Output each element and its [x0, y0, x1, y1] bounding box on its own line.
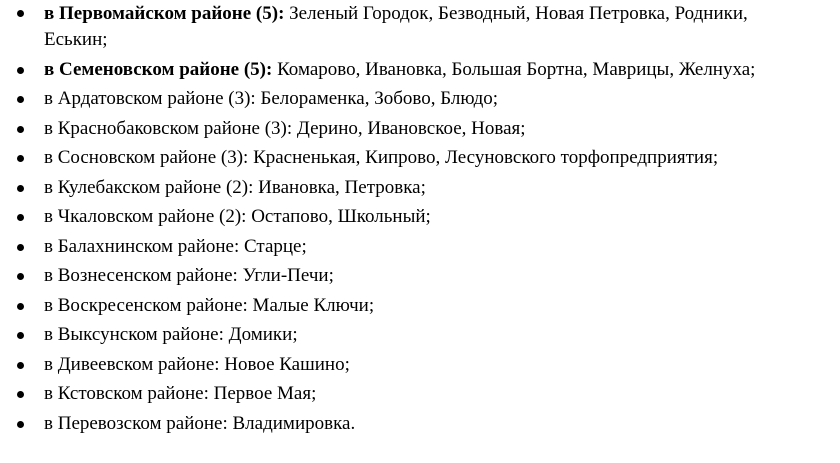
list-item-chkalovsky	[0, 204, 840, 230]
district-label: в Ардатовском районе (3):	[44, 88, 256, 109]
bullet-icon	[17, 421, 24, 428]
list-item-text	[44, 88, 498, 109]
settlements-text: Комарово, Ивановка, Большая Бортна, Маврицы, Желнуха;	[272, 58, 756, 80]
settlements-text: Старце;	[239, 235, 307, 257]
list-item-balakhninsky	[0, 234, 840, 260]
list-item-ardatovsky	[0, 86, 840, 112]
settlements-text: Красненькая, Кипрово, Лесуновского торфопредприятия;	[248, 147, 719, 168]
district-label: в Сосновском районе (3):	[44, 147, 249, 168]
list-item-text	[44, 383, 316, 404]
list-item-voznesensky	[0, 263, 840, 289]
district-label: в Балахнинском районе:	[44, 235, 240, 257]
list-item-text	[44, 3, 748, 50]
district-label: в Первомайском районе (5):	[44, 3, 285, 24]
list-item-text	[44, 354, 350, 375]
list-item-voskresensky	[0, 293, 840, 319]
list-item-text	[44, 147, 718, 168]
list-item-sosnovsky	[0, 145, 840, 171]
settlements-text: Ивановка, Петровка;	[253, 176, 426, 198]
list-item-semenovsky	[0, 57, 840, 83]
list-item-kulebaksky	[0, 175, 840, 201]
list-item-text	[44, 206, 431, 227]
bullet-icon	[17, 362, 24, 369]
list-item-text	[44, 295, 374, 316]
list-item-perevozsky	[0, 411, 840, 437]
settlements-text: Остапово, Школьный;	[246, 206, 431, 227]
settlements-text: Первое Мая;	[208, 383, 317, 404]
district-label: в Семеновском районе (5):	[44, 58, 273, 80]
list-item-krasnobakovsky	[0, 116, 840, 142]
settlements-text: Малые Ключи;	[247, 294, 375, 316]
bullet-icon	[17, 10, 24, 17]
bullet-icon	[17, 155, 24, 162]
list-item-vyksunsky	[0, 322, 840, 348]
bullet-icon	[17, 185, 24, 192]
district-label: в Выксунском районе:	[44, 324, 224, 345]
list-item-text	[44, 413, 355, 434]
settlements-text: Белораменка, Зобово, Блюдо;	[255, 88, 499, 109]
settlements-text: Зеленый Городок, Безводный, Новая Петровка, Родники, Еськин;	[44, 3, 748, 50]
list-item-text	[44, 118, 526, 139]
district-label: в Кулебакском районе (2):	[44, 176, 254, 198]
district-label: в Кстовском районе:	[44, 383, 209, 404]
settlements-text: Новое Кашино;	[219, 353, 350, 375]
district-label: в Чкаловском районе (2):	[44, 206, 247, 227]
list-item-text	[44, 265, 334, 286]
bullet-icon	[17, 273, 24, 280]
bullet-icon	[17, 244, 24, 251]
bullet-icon	[17, 303, 24, 310]
district-label: в Воскресенском районе:	[44, 294, 248, 316]
bullet-icon	[17, 67, 24, 74]
list-item-kstovsky	[0, 381, 840, 407]
list-item-text	[44, 236, 307, 257]
bullet-icon	[17, 391, 24, 398]
list-item-text	[44, 59, 755, 80]
settlements-text: Угли-Печи;	[237, 265, 334, 286]
bullet-icon	[17, 126, 24, 133]
district-label: в Краснобаковском районе (3):	[44, 117, 293, 139]
district-label: в Перевозском районе:	[44, 412, 228, 434]
list-item-text	[44, 324, 298, 345]
bullet-icon	[17, 96, 24, 103]
district-label: в Дивеевском районе:	[44, 353, 220, 375]
list-item-text	[44, 177, 426, 198]
list-item-pervomaysky	[0, 0, 840, 53]
bullet-icon	[17, 214, 24, 221]
settlements-text: Дерино, Ивановское, Новая;	[292, 117, 526, 139]
settlements-text: Владимировка.	[227, 412, 356, 434]
settlements-text: Домики;	[223, 324, 298, 345]
bullet-icon	[17, 332, 24, 339]
district-label: в Вознесенском районе:	[44, 265, 238, 286]
list-item-diveevsky	[0, 352, 840, 378]
